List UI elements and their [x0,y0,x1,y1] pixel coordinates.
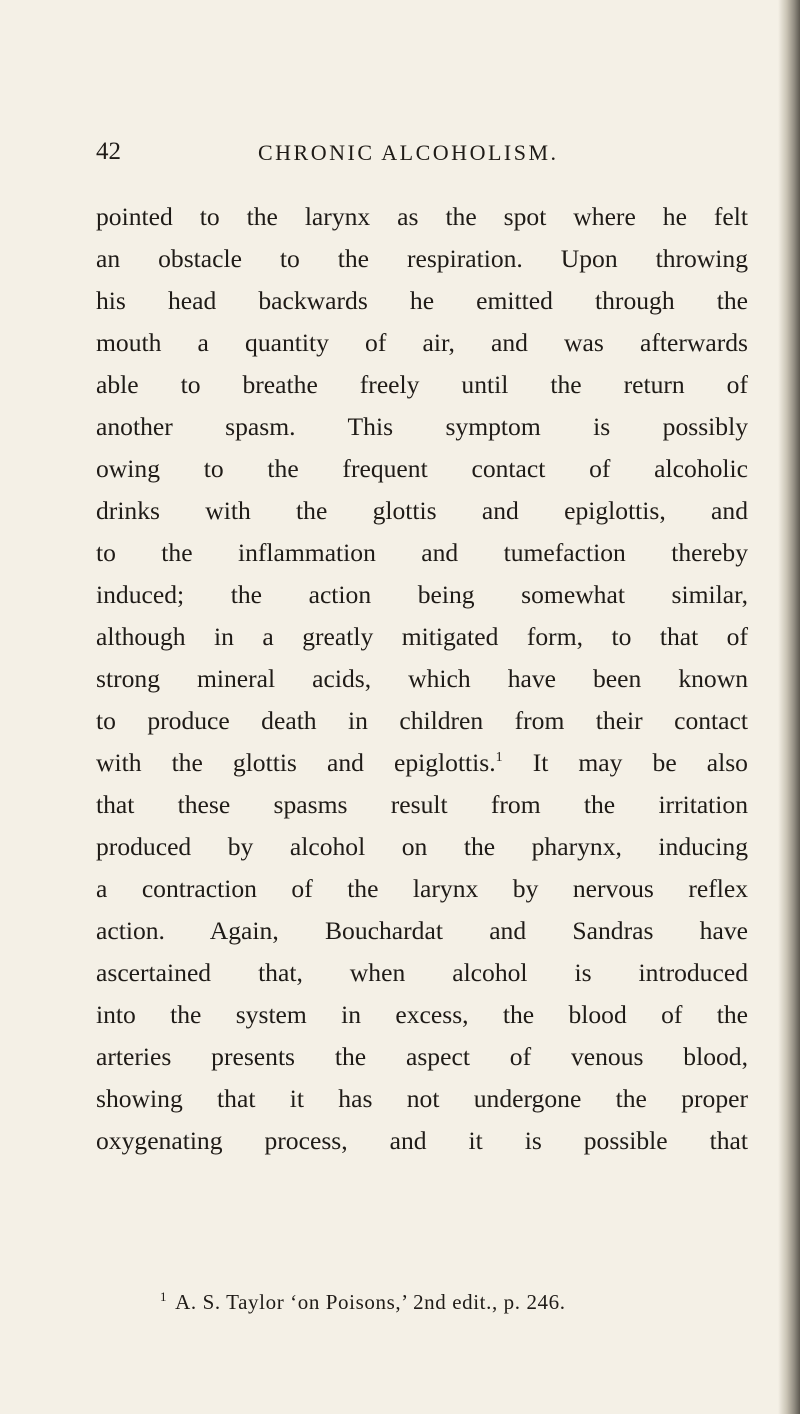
text-line: produced by alcohol on the pharynx, inducing [96,832,748,861]
text-line: into the system in excess, the blood of the [96,1000,748,1029]
text-line: his head backwards he emitted through the [96,286,748,315]
text-line: mouth a quantity of air, and was afterwards [96,328,748,357]
text-line: an obstacle to the respiration. Upon throwing [96,244,748,273]
footnote-reference[interactable]: 1 [495,750,503,765]
running-head: CHRONIC ALCOHOLISM. [258,140,559,165]
footnote-text: A. S. Taylor ‘on Poisons,’ 2nd edit., p. 246. [175,1290,566,1314]
text-line: owing to the frequent contact of alcoholic [96,454,748,483]
text-line: induced; the action being somewhat similar, [96,580,748,609]
text-line: that these spasms result from the irritation [96,790,748,819]
page-header [0,138,800,172]
text-line: pointed to the larynx as the spot where he felt [96,202,748,231]
body-text [96,196,748,1162]
text-line: a contraction of the larynx by nervous reflex [96,874,748,903]
page-number: 42 [96,138,121,165]
text-line: oxygenating process, and it is possible that [96,1126,748,1155]
text-line: able to breathe freely until the return of [96,370,748,399]
text-line: although in a greatly mitigated form, to that of [96,622,748,651]
text-line: arteries presents the aspect of venous blood, [96,1042,748,1071]
text-line: another spasm. This symptom is possibly [96,412,748,441]
text-line: showing that it has not undergone the proper [96,1084,748,1113]
text-line: to produce death in children from their contact [96,706,748,735]
text-line: to the inflammation and tumefaction thereby [96,538,748,567]
text-line: drinks with the glottis and epiglottis, and [96,496,748,525]
text-segment: It may be also [502,748,748,777]
text-segment: with the glottis and epiglottis. [96,748,496,777]
text-line-with-footnote-ref [96,742,748,784]
text-line: action. Again, Bouchardat and Sandras have [96,916,748,945]
footnote-marker: 1 [160,1289,168,1304]
footnote [160,1290,566,1315]
text-line: strong mineral acids, which have been known [96,664,748,693]
page-edge-shadow [778,0,800,1414]
text-line: ascertained that, when alcohol is introduced [96,958,748,987]
